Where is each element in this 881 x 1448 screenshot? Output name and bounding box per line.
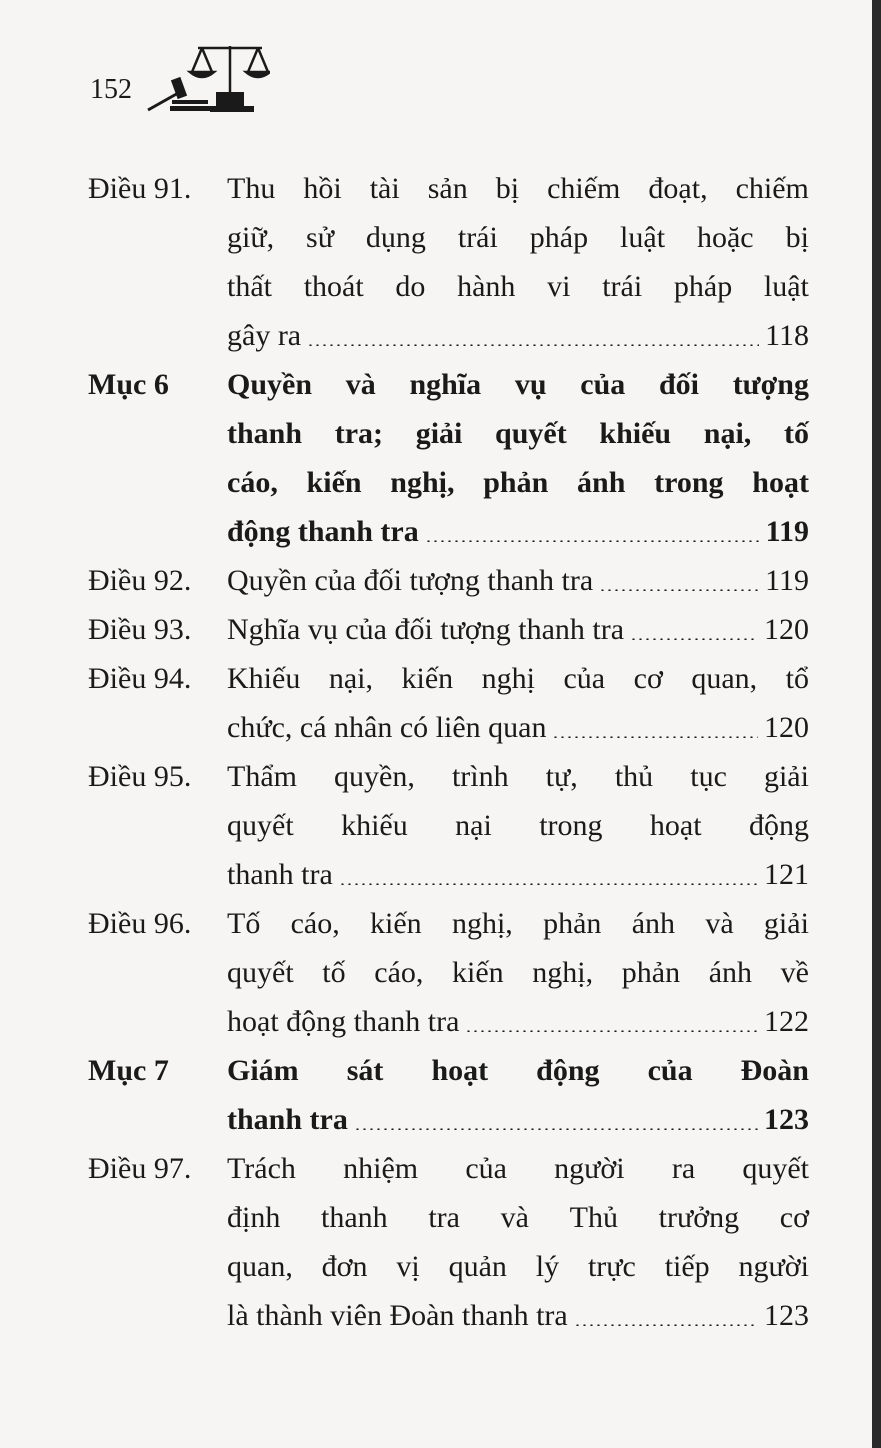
toc-entry-label: Điều 95. bbox=[88, 760, 192, 793]
toc-entry-title-text: chức, cá nhân có liên quan bbox=[227, 711, 547, 744]
toc-entry-title-last-line bbox=[227, 1095, 809, 1144]
toc-entry-label: Mục 6 bbox=[88, 368, 169, 401]
toc-entry-line bbox=[0, 1095, 881, 1144]
toc-entry-line bbox=[0, 703, 881, 752]
toc-entry-title-last-line bbox=[227, 703, 809, 752]
toc-entry-line bbox=[0, 556, 881, 605]
toc-entry-title-text: thanh tra bbox=[227, 858, 333, 891]
toc-entry-title-text: hoạt động thanh tra bbox=[227, 1005, 460, 1038]
toc-entry-label: Điều 97. bbox=[88, 1152, 192, 1185]
toc-entry-label: Điều 91. bbox=[88, 172, 192, 205]
toc-entry-line bbox=[0, 409, 881, 458]
toc-page-number: 120 bbox=[764, 711, 809, 744]
dot-leader bbox=[307, 344, 759, 346]
toc-entry-title-line: quyết tố cáo, kiến nghị, phản ánh về bbox=[227, 956, 809, 989]
toc-entry-line bbox=[0, 948, 881, 997]
toc-entry-title-line: Giám sát hoạt động của Đoàn bbox=[227, 1054, 809, 1087]
toc-entry-line bbox=[0, 311, 881, 360]
toc-entry-line bbox=[0, 1291, 881, 1340]
toc-entry-line bbox=[0, 654, 881, 703]
dot-leader bbox=[339, 883, 758, 885]
toc-entry-line bbox=[0, 752, 881, 801]
dot-leader bbox=[574, 1324, 758, 1326]
page-number: 152 bbox=[90, 74, 132, 105]
toc-entry-line bbox=[0, 262, 881, 311]
toc-entry-title-last-line bbox=[227, 1291, 809, 1340]
toc-entry-title-line: cáo, kiến nghị, phản ánh trong hoạt bbox=[227, 466, 809, 499]
toc-entry-line bbox=[0, 507, 881, 556]
toc-entry-line bbox=[0, 1046, 881, 1095]
toc-page-number: 123 bbox=[764, 1299, 809, 1332]
toc-entry-line bbox=[0, 605, 881, 654]
toc-entry-title-text: là thành viên Đoàn thanh tra bbox=[227, 1299, 568, 1332]
toc-entry-title-line: Trách nhiệm của người ra quyết bbox=[227, 1152, 809, 1185]
toc-entry-title-last-line bbox=[227, 311, 809, 360]
toc-entry-line bbox=[0, 899, 881, 948]
toc-page-number: 118 bbox=[765, 319, 809, 352]
toc-entry-title-last-line bbox=[227, 997, 809, 1046]
toc-entry-label: Điều 93. bbox=[88, 613, 192, 646]
toc-entry-title-line: quan, đơn vị quản lý trực tiếp người bbox=[227, 1250, 809, 1283]
toc-entry-title-text: gây ra bbox=[227, 319, 302, 352]
toc-entry-title-line: quyết khiếu nại trong hoạt động bbox=[227, 809, 809, 842]
toc-entry-line bbox=[0, 213, 881, 262]
dot-leader bbox=[552, 736, 758, 738]
toc-entry-title-line: Thu hồi tài sản bị chiếm đoạt, chiếm bbox=[227, 172, 809, 205]
toc-entry-title-line: Tố cáo, kiến nghị, phản ánh và giải bbox=[227, 907, 809, 940]
toc-entry-title-last-line bbox=[227, 850, 809, 899]
toc-entry-label: Điều 94. bbox=[88, 662, 192, 695]
toc-entry-line bbox=[0, 1193, 881, 1242]
toc-entry-title-line: định thanh tra và Thủ trưởng cơ bbox=[227, 1201, 809, 1234]
toc-entry-title-last-line bbox=[227, 556, 809, 605]
toc-entry-label: Điều 96. bbox=[88, 907, 192, 940]
toc-page-number: 123 bbox=[764, 1103, 809, 1136]
dot-leader bbox=[354, 1128, 758, 1130]
toc-page-number: 120 bbox=[764, 613, 809, 646]
toc-entry-line bbox=[0, 850, 881, 899]
toc-entry-title-line: thanh tra; giải quyết khiếu nại, tố bbox=[227, 417, 809, 450]
toc-entry-title-text: động thanh tra bbox=[227, 515, 419, 548]
toc-entry-line bbox=[0, 1144, 881, 1193]
toc-entry-title-line: Quyền và nghĩa vụ của đối tượng bbox=[227, 368, 809, 401]
toc-entry-title-text: Quyền của đối tượng thanh tra bbox=[227, 564, 594, 597]
dot-leader bbox=[425, 540, 760, 542]
toc-entry-title-line: Thẩm quyền, trình tự, thủ tục giải bbox=[227, 760, 809, 793]
toc-entry-line bbox=[0, 801, 881, 850]
toc-entry-title-text: Nghĩa vụ của đối tượng thanh tra bbox=[227, 613, 625, 646]
toc-entry-title-last-line bbox=[227, 507, 809, 556]
toc-entry-title-last-line bbox=[227, 605, 809, 654]
toc-page-number: 119 bbox=[765, 515, 809, 548]
toc-entry-line bbox=[0, 164, 881, 213]
toc-entry-title-line: thất thoát do hành vi trái pháp luật bbox=[227, 270, 809, 303]
dot-leader bbox=[465, 1030, 758, 1032]
toc-entry-title-line: Khiếu nại, kiến nghị của cơ quan, tổ bbox=[227, 662, 809, 695]
toc-page-number: 122 bbox=[764, 1005, 809, 1038]
toc-page-number: 121 bbox=[764, 858, 809, 891]
toc-entry-label: Mục 7 bbox=[88, 1054, 169, 1087]
toc-entry-line bbox=[0, 360, 881, 409]
toc-entry-title-text: thanh tra bbox=[227, 1103, 348, 1136]
toc-page-number: 119 bbox=[765, 564, 809, 597]
toc-entry-line bbox=[0, 458, 881, 507]
dot-leader bbox=[630, 638, 758, 640]
toc-entry-line bbox=[0, 997, 881, 1046]
toc-entry-title-line: giữ, sử dụng trái pháp luật hoặc bị bbox=[227, 221, 809, 254]
dot-leader bbox=[599, 589, 759, 591]
toc-entry-label: Điều 92. bbox=[88, 564, 192, 597]
toc-entry-line bbox=[0, 1242, 881, 1291]
